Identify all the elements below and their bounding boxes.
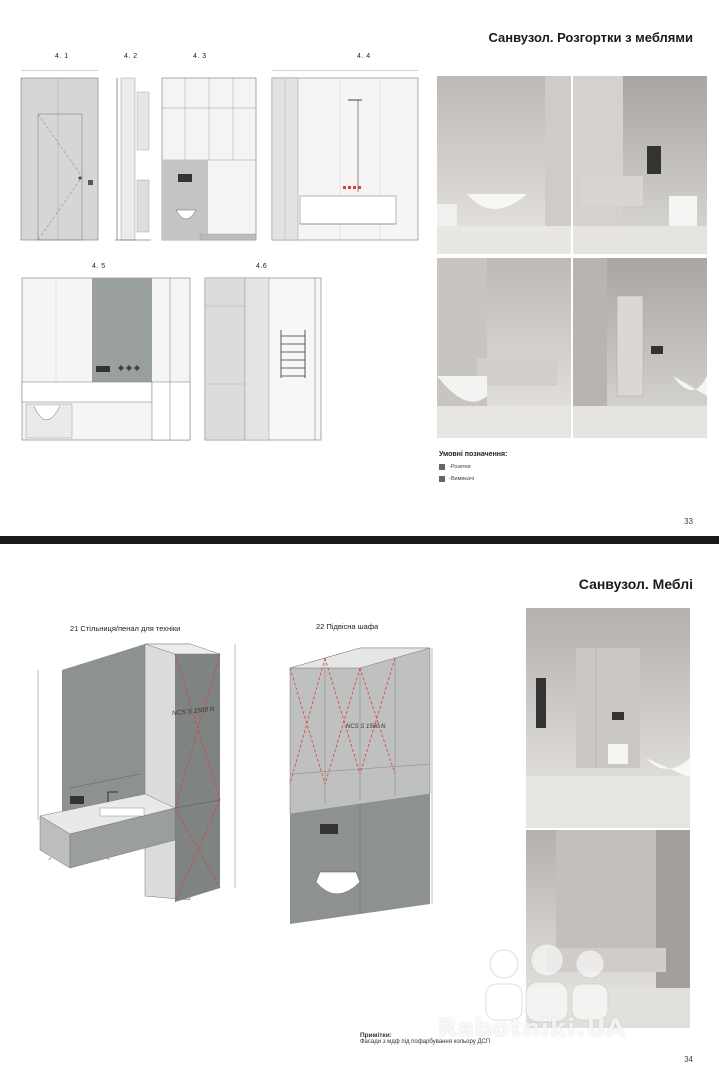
elevation-4-2 bbox=[115, 70, 151, 242]
ncs-color-label-22: NCS S 1500 N bbox=[346, 724, 386, 730]
elevation-4-5 bbox=[20, 276, 192, 442]
page-title: Санвузол. Розгортки з меблями bbox=[488, 30, 693, 45]
legend-item-switches bbox=[439, 476, 507, 482]
view-label-4-2: 4. 2 bbox=[124, 53, 138, 60]
legend-item-label: -Вимикачі bbox=[449, 476, 474, 482]
note-title: Примітки: bbox=[360, 1032, 392, 1039]
view-label-4-6: 4.6 bbox=[256, 263, 268, 270]
watermark: Rabotniki.UA bbox=[438, 1014, 626, 1042]
watermark-workers-icon bbox=[482, 934, 612, 1024]
view-label-4-1: 4. 1 bbox=[55, 53, 69, 60]
note bbox=[360, 1032, 490, 1045]
page-34 bbox=[0, 544, 719, 1080]
switch-swatch-icon bbox=[439, 476, 445, 482]
item-22-caption: 22 Підвісна шафа bbox=[316, 622, 379, 631]
view-label-4-5: 4. 5 bbox=[92, 263, 106, 270]
bathroom-render-image bbox=[437, 76, 707, 438]
item-21-caption: 21 Стільниця/пенал для техніки bbox=[70, 624, 181, 633]
elevation-4-3 bbox=[160, 70, 260, 242]
note-text: Фасади з мдф під пофарбування кольору ДСП bbox=[360, 1039, 491, 1045]
elevation-4-1 bbox=[20, 70, 100, 242]
item-22-drawing bbox=[280, 644, 440, 934]
legend-title: Умовні позначення: bbox=[439, 451, 508, 458]
legend-item-sockets bbox=[439, 464, 507, 470]
page-33 bbox=[0, 0, 719, 536]
elevation-4-6 bbox=[203, 276, 323, 442]
page-number: 33 bbox=[684, 517, 693, 526]
socket-swatch-icon bbox=[439, 464, 445, 470]
render-collage bbox=[437, 76, 707, 438]
view-label-4-4: 4. 4 bbox=[357, 53, 371, 60]
ncs-color-label-21: NCS S 1500 N bbox=[171, 705, 215, 718]
page-number: 34 bbox=[684, 1055, 693, 1064]
page-title: Санвузол. Меблі bbox=[578, 576, 693, 592]
item-21-drawing bbox=[10, 640, 260, 910]
legend-item-label: -Розетки bbox=[449, 464, 471, 470]
elevation-4-4 bbox=[270, 70, 422, 242]
view-label-4-3: 4. 3 bbox=[193, 53, 207, 60]
legend bbox=[439, 451, 507, 488]
